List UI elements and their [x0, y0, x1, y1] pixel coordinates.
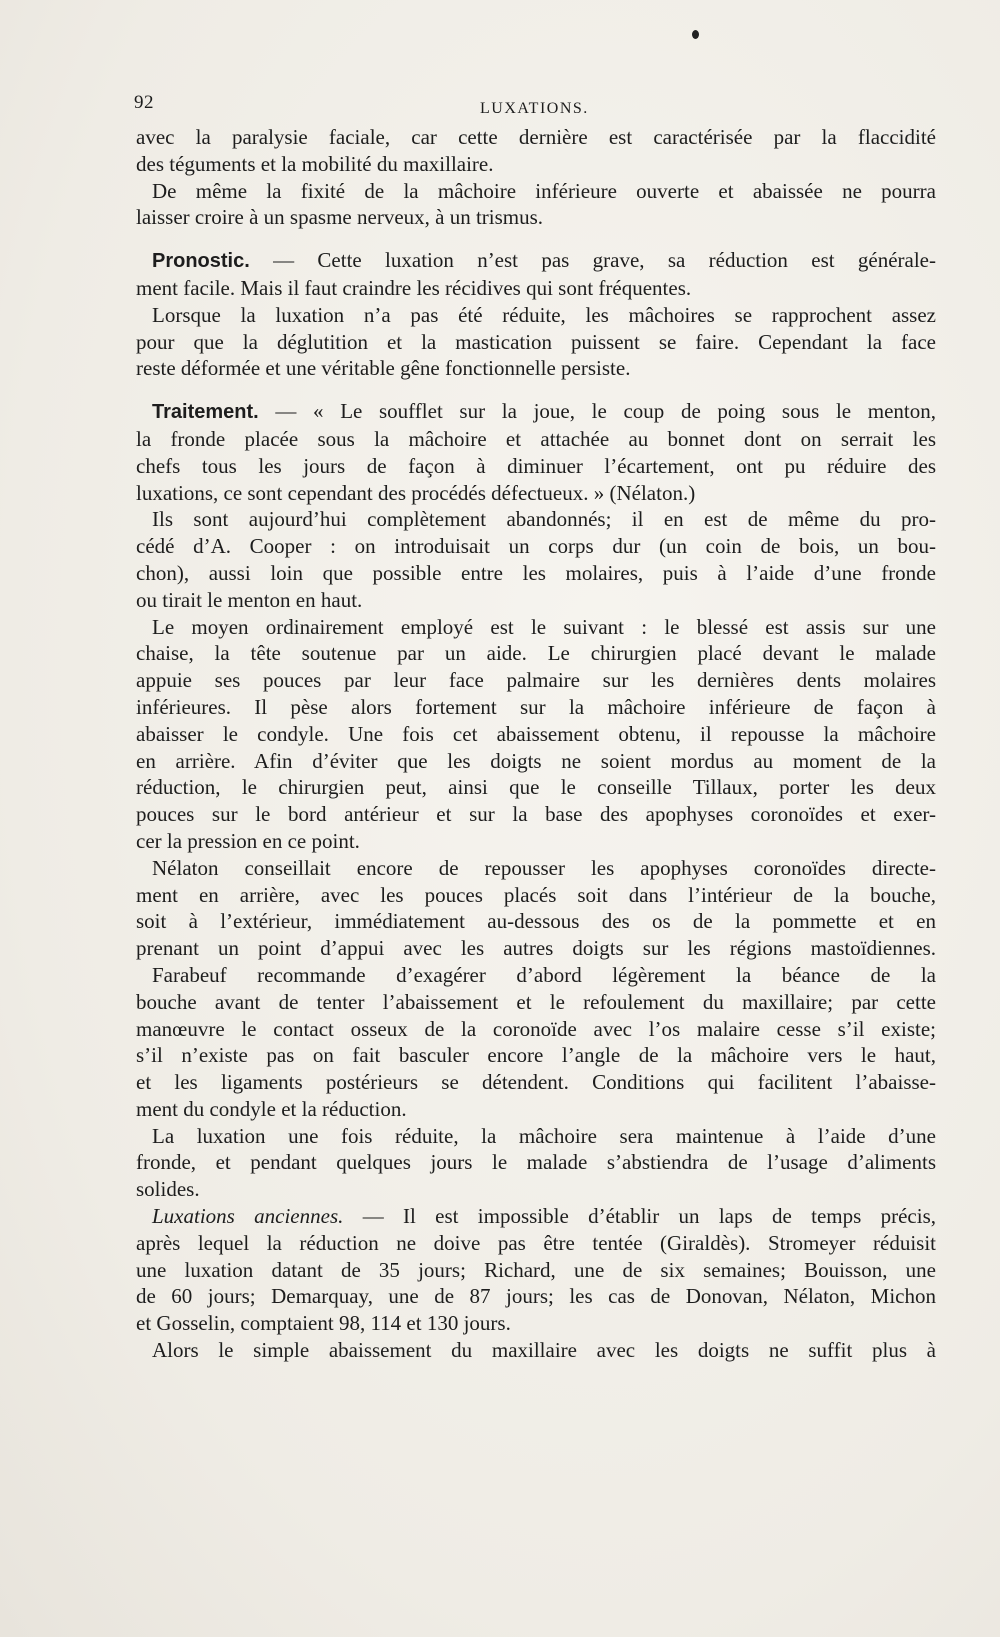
text-line [136, 908, 936, 935]
text-line [136, 151, 936, 178]
line-text: de 60 jours; Demarquay, une de 87 jours; les cas de Donovan, Nélaton, Michon [136, 1284, 936, 1309]
text-line [136, 774, 936, 801]
line-text: luxations, ce sont cependant des procédés défectueux. » (Nélaton.) [136, 480, 696, 505]
text-line [136, 748, 936, 775]
text-line [136, 962, 936, 989]
text-line [136, 721, 936, 748]
text-line [136, 1096, 936, 1123]
line-text: Nélaton conseillait encore de repousser les apophyses coronoïdes directe- [152, 855, 936, 880]
line-text: Alors le simple abaissement du maxillaire avec les doigts ne suffit plus à [152, 1338, 936, 1363]
text-line [136, 247, 936, 275]
italic-heading: Luxations anciennes. [152, 1204, 344, 1229]
line-text: La luxation une fois réduite, la mâchoire sera maintenue à l’aide d’une [152, 1123, 936, 1148]
section-gap [136, 231, 936, 247]
line-text: cer la pression en ce point. [136, 828, 360, 853]
line-text: ment du condyle et la réduction. [136, 1096, 407, 1121]
line-text: après lequel la réduction ne doive pas être tentée (Giraldès). Stromeyer réduisit [136, 1230, 936, 1255]
line-text: cédé d’A. Cooper : on introduisait un corps dur (un coin de bois, un bou- [136, 534, 936, 559]
text-line [136, 426, 936, 453]
line-text: pour que la déglutition et la mastication puissent se faire. Cependant la face [136, 329, 936, 354]
line-text: et Gosselin, comptaient 98, 114 et 130 jours. [136, 1311, 511, 1336]
page-number: 92 [134, 92, 154, 113]
ink-speck [692, 30, 699, 39]
text-line [136, 855, 936, 882]
body-text [136, 124, 936, 1364]
line-text: inférieures. Il pèse alors fortement sur la mâchoire inférieure de façon à [136, 694, 936, 719]
line-text: pouces sur le bord antérieur et sur la base des apophyses coronoïdes et exer- [136, 802, 936, 827]
line-text: solides. [136, 1177, 200, 1202]
text-line [136, 935, 936, 962]
text-line [136, 1230, 936, 1257]
text-line [136, 398, 936, 426]
text-line [136, 480, 936, 507]
line-text: s’il n’existe pas on fait basculer encore l’angle de la mâchoire vers le haut, [136, 1043, 936, 1068]
text-line [136, 1310, 936, 1337]
section-gap [136, 382, 936, 398]
line-text: bouche avant de tenter l’abaissement et le refoulement du maxillaire; par cette [136, 989, 936, 1014]
line-text: des téguments et la mobilité du maxillaire. [136, 151, 494, 176]
line-text: prenant un point d’appui avec les autres doigts sur les régions mastoïdiennes. [136, 936, 936, 961]
line-text: la fronde placée sous la mâchoire et attachée au bonnet dont on serrait les [136, 426, 936, 451]
running-title: LUXATIONS. [480, 100, 589, 117]
text-line [136, 614, 936, 641]
line-text: Lorsque la luxation n’a pas été réduite, les mâchoires se rapprochent assez [152, 302, 936, 327]
text-line [136, 1149, 936, 1176]
line-text: Ils sont aujourd’hui complètement abandonnés; il en est de même du pro- [152, 507, 936, 532]
line-text: laisser croire à un spasme nerveux, à un trismus. [136, 205, 544, 230]
line-text: abaisser le condyle. Une fois cet abaissement obtenu, il repousse la mâchoire [136, 721, 936, 746]
line-text: réduction, le chirurgien peut, ainsi que le conseille Tillaux, porter les deux [136, 775, 936, 800]
text-line [136, 828, 936, 855]
line-text: appuie ses pouces par leur face palmaire sur les dernières dents molaires [136, 668, 936, 693]
text-line [136, 640, 936, 667]
line-text: chaise, la tête soutenue par un aide. Le chirurgien placé devant le malade [136, 641, 936, 666]
text-line [136, 329, 936, 356]
text-line [136, 1283, 936, 1310]
text-line [136, 1257, 936, 1284]
line-text: manœuvre le contact osseux de la coronoïde avec l’os malaire cesse s’il existe; [136, 1016, 936, 1041]
text-line [136, 1203, 936, 1230]
section-heading: Traitement. [152, 401, 259, 424]
line-text: — « Le soufflet sur la joue, le coup de poing sous le menton, [258, 399, 936, 424]
line-text: Le moyen ordinairement employé est le suivant : le blessé est assis sur une [152, 614, 936, 639]
line-text: chefs tous les jours de façon à diminuer l’écartement, ont pu réduire des [136, 453, 936, 478]
section-heading: Pronostic. [152, 250, 250, 273]
text-line [136, 1176, 936, 1203]
text-line [136, 178, 936, 205]
text-line [136, 453, 936, 480]
line-text: une luxation datant de 35 jours; Richard, une de six semaines; Bouisson, une [136, 1257, 936, 1282]
text-line [136, 1069, 936, 1096]
text-line [136, 587, 936, 614]
line-text: Farabeuf recommande d’exagérer d’abord légèrement la béance de la [152, 962, 936, 987]
line-text: ment en arrière, avec les pouces placés soit dans l’intérieur de la bouche, [136, 882, 936, 907]
text-line [136, 275, 936, 302]
line-text: soit à l’extérieur, immédiatement au-dessous des os de la pommette et en [136, 909, 936, 934]
line-text: De même la fixité de la mâchoire inférieure ouverte et abaissée ne pourra [152, 178, 936, 203]
text-line [136, 302, 936, 329]
line-text: — Il est impossible d’établir un laps de temps précis, [343, 1204, 936, 1229]
line-text: chon), aussi loin que possible entre les molaires, puis à l’aide d’une fronde [136, 560, 936, 585]
text-line [136, 1123, 936, 1150]
line-text: avec la paralysie faciale, car cette dernière est caractérisée par la flaccidité [136, 125, 936, 149]
text-line [136, 506, 936, 533]
text-line [136, 1042, 936, 1069]
page-header [134, 92, 934, 122]
line-text: en arrière. Afin d’éviter que les doigts ne soient mordus au moment de la [136, 748, 936, 773]
text-line [136, 801, 936, 828]
text-line [136, 204, 936, 231]
line-text: — Cette luxation n’est pas grave, sa réduction est générale- [249, 248, 936, 273]
text-line [136, 1016, 936, 1043]
text-line [136, 667, 936, 694]
text-line [136, 882, 936, 909]
line-text: ou tirait le menton en haut. [136, 587, 363, 612]
text-line [136, 694, 936, 721]
line-text: reste déformée et une véritable gêne fonctionnelle persiste. [136, 356, 631, 381]
line-text: fronde, et pendant quelques jours le malade s’abstiendra de l’usage d’aliments [136, 1150, 936, 1175]
line-text: ment facile. Mais il faut craindre les récidives qui sont fréquentes. [136, 275, 692, 300]
text-line [136, 989, 936, 1016]
line-text: et les ligaments postérieurs se détendent. Conditions qui facilitent l’abaisse- [136, 1070, 936, 1095]
text-line [136, 355, 936, 382]
text-line [136, 124, 936, 151]
text-line [136, 560, 936, 587]
text-line [136, 1337, 936, 1364]
text-line [136, 533, 936, 560]
